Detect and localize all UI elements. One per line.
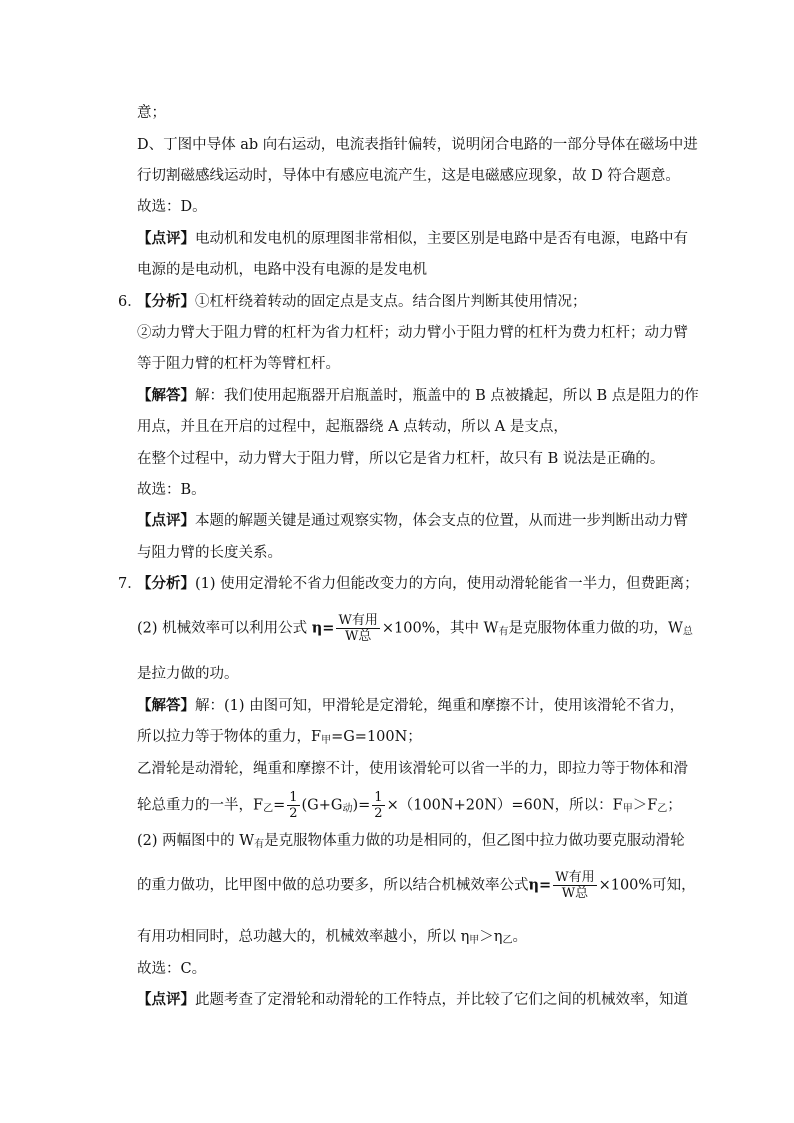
formula-line [137,613,693,644]
subscript: 乙 [657,803,668,815]
efficiency-fraction [336,613,379,644]
efficiency-fraction [553,870,596,901]
formula-line [137,870,696,901]
section-tag: 【解答】 [137,387,195,404]
half-fraction [287,790,299,821]
text-line: 乙滑轮是动滑轮，绳重和摩擦不计，使用该滑轮可以省一半的力，即拉力等于物体和滑 [137,761,688,777]
text-span: 的重力做功，比甲图中做的总功要多，所以结合机械效率公式 [137,877,529,894]
subscript: 有 [254,839,265,850]
text-span: ＞F [632,797,658,814]
question-number: 7． [118,576,142,592]
text-line: 与阻力臂的长度关系。 [137,545,282,561]
fraction-numerator: 1 [289,790,298,805]
text-span: )= [352,797,371,814]
fraction-denominator: W总 [344,629,372,644]
half-fraction [372,790,384,821]
section-tag: 【点评】 [137,230,195,247]
section-tag: 【分析】 [137,575,195,592]
text-line: 意； [137,105,166,121]
analysis-line [137,293,587,311]
text-line: 行切割磁感线运动时，导体中有感应电流产生，这是电磁感应现象，故 D 符合题意。 [137,168,680,184]
text-line: ②动力臂大于阻力臂的杠杆为省力杠杆；动力臂小于阻力臂的杠杆为费力杠杆；动力臂 [137,325,688,341]
subscript: 动 [342,803,353,815]
text-span: 是克服物体重力做的功，W [508,620,683,637]
text-span: (2) 两幅图中的 W [137,833,255,849]
comment-line [137,230,688,248]
text-line: 在整个过程中，动力臂大于阻力臂，所以它是省力杠杆，故只有 B 说法是正确的。 [137,451,665,467]
solution-line [137,697,684,715]
text-span: (2) 机械效率可以利用公式 [137,620,308,637]
solution-line [137,387,699,405]
text-line: 等于阻力臂的杠杆为等臂杠杆。 [137,356,340,372]
text-span: ； [667,797,682,814]
fraction-numerator: 1 [374,790,383,805]
answer-line: 故选：C。 [137,961,207,977]
text-span: 解：(1) 由图可知，甲滑轮是定滑轮，绳重和摩擦不计，使用该滑轮不省力， [195,698,685,714]
text-span: (1) 使用定滑轮不省力但能改变力的方向，使用动滑轮能省一半力，但费距离； [195,576,699,592]
text-span: = [273,797,286,814]
answer-line: 故选：B。 [137,482,206,498]
subscript: 有 [498,626,509,638]
fraction-denominator: W总 [561,886,589,901]
text-span: ×（100N+20N）=60N，所以：F [386,797,623,814]
subscript: 甲 [321,735,332,746]
text-span: 。 [512,929,527,945]
text-span: 有用功相同时，总功越大的，机械效率越小，所以 η [137,929,470,945]
text-line: 是拉力做的功。 [137,666,239,682]
text-span: =G=100N； [331,729,422,745]
fraction-denominator: 2 [289,806,298,821]
text-span: 轮总重力的一半，F [137,797,264,814]
eta-symbol: η= [528,876,552,894]
text-span: 所以拉力等于物体的重力，F [137,729,322,745]
section-tag: 【点评】 [137,512,195,529]
text-span: ×100%可知， [598,877,696,894]
text-span: ①杠杆绕着转动的固定点是支点。结合图片判断其使用情况； [195,294,587,310]
subscript: 乙 [502,935,513,946]
text-line [137,728,422,750]
answer-line: 故选：D。 [137,199,207,215]
text-line: 用点，并且在开启的过程中，起瓶器绕 A 点转动，所以 A 是支点， [137,419,568,435]
text-span: 解：我们使用起瓶器开启瓶盖时，瓶盖中的 B 点被撬起，所以 B 点是阻力的作 [195,388,699,404]
text-span: 此题考查了定滑轮和动滑轮的工作特点，并比较了它们之间的机械效率，知道 [195,992,688,1008]
subscript: 甲 [469,935,480,946]
formula-line [137,790,682,821]
analysis-line [137,575,699,593]
section-tag: 【分析】 [137,293,195,310]
text-span: 电动机和发电机的原理图非常相似，主要区别是电路中是否有电源，电路中有 [195,231,688,247]
subscript: 总 [682,626,693,638]
text-line: D、丁图中导体 ab 向右运动，电流表指针偏转，说明闭合电路的一部分导体在磁场中进 [137,137,698,153]
fraction-numerator: W有用 [555,870,595,885]
question-number: 6． [118,294,142,310]
text-line [137,928,527,950]
section-tag: 【点评】 [137,991,195,1008]
text-line: 电源的是电动机，电路中没有电源的是发电机 [137,262,427,278]
eta-symbol: η= [311,619,335,637]
comment-line [137,512,688,530]
fraction-numerator: W有用 [338,613,378,628]
fraction-denominator: 2 [374,806,383,821]
text-span: 是克服物体重力做的功是相同的，但乙图中拉力做功要克服动滑轮 [264,833,685,849]
text-line [137,832,685,854]
comment-line [137,991,688,1009]
text-span: ＞η [479,929,503,945]
subscript: 甲 [622,803,633,815]
text-span: (G+G [301,797,343,814]
subscript: 乙 [263,803,274,815]
section-tag: 【解答】 [137,697,195,714]
text-span: 本题的解题关键是通过观察实物，体会支点的位置，从而进一步判断出动力臂 [195,513,688,529]
text-span: ×100%，其中 W [381,620,499,637]
